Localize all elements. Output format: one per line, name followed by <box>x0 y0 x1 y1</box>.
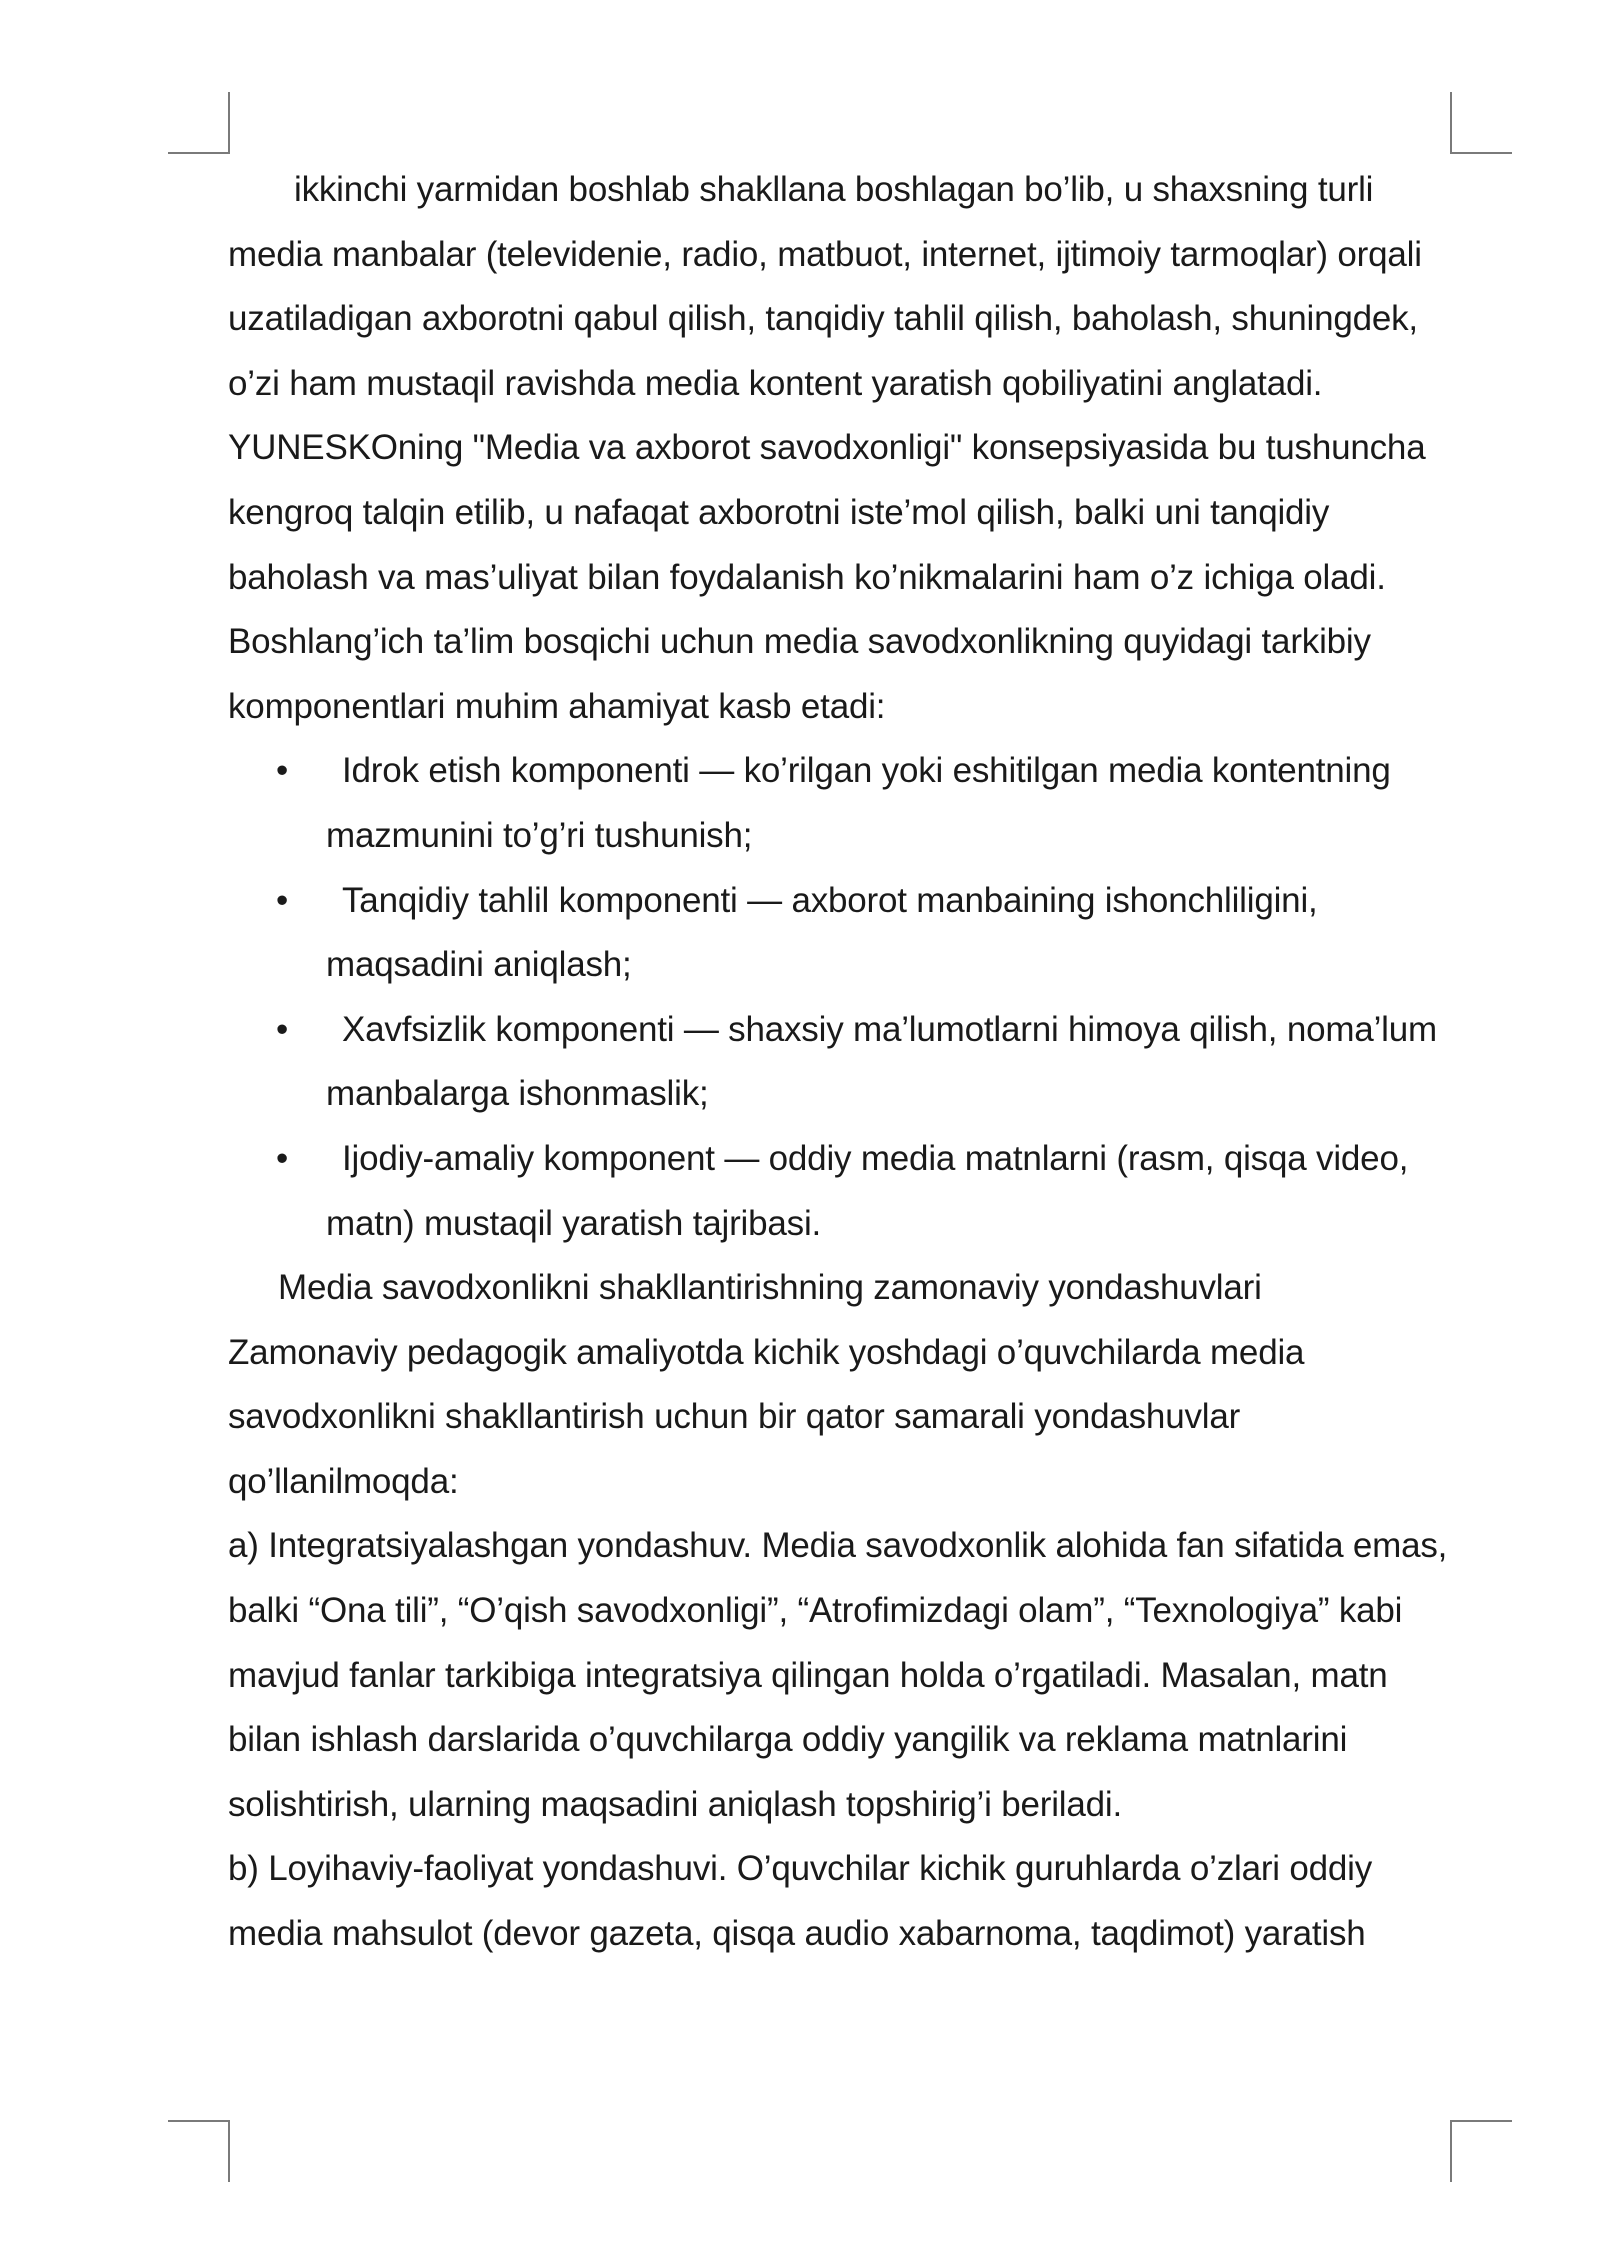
bullet-icon: • <box>276 1009 289 1049</box>
crop-mark-bottom-left <box>168 2120 230 2182</box>
crop-mark-top-right <box>1450 92 1512 154</box>
paragraph-intro: ikkinchi yarmidan boshlab shakllana boshlagan bo’lib, u shaxsning turli media manbalar (televidenie, radio, matbuot, internet, ijtimoiy tarmoqlar) orqali uzatiladigan axborotni qabul qilish, tanqidiy tahlil qilish, baholash, shuningdek, o’zi ham mustaqil ravishda media kontent yaratish qobiliyatini anglatadi. YUNESKOning "Media va axborot savodxonligi" konsepsiyasida bu tushuncha kengroq talqin etilib, u nafaqat axborotni iste’mol qilish, balki uni tanqidiy baholash va mas’uliyat bilan foydalanish ko’nikmalarini ham o’z ichiga oladi. <box>228 170 1426 597</box>
paragraph-integrated-approach: a) Integratsiyalashgan yondashuv. Media savodxonlik alohida fan sifatida emas, balki “Ona tili”, “O’qish savodxonligi”, “Atrofimizdagi olam”, “Texnologiya” kabi mavjud fanlar tarkibiga integratsiya qilingan holda o’rgatiladi. Masalan, matn bilan ishlash darslarida o’quvchilarga oddiy yangilik va reklama matnlarini solishtirish, ularning maqsadini aniqlash topshirig’i beriladi. <box>228 1526 1448 1824</box>
paragraph-approaches-intro: Zamonaviy pedagogik amaliyotda kichik yoshdagi o’quvchilarda media savodxonlikni shakllantirish uchun bir qator samarali yondashuvlar qo’llanilmoqda: <box>228 1332 1305 1501</box>
list-item <box>228 739 1450 868</box>
list-item <box>228 869 1450 998</box>
bullet-icon: • <box>276 880 289 920</box>
list-item <box>228 998 1450 1127</box>
paragraph-project-approach: b) Loyihaviy-faoliyat yondashuvi. O’quvchilar kichik guruhlarda o’zlari oddiy media mahsulot (devor gazeta, qisqa audio xabarnoma, taqdimot) yaratish <box>228 1849 1373 1954</box>
components-list <box>228 739 1450 1256</box>
section-heading: Media savodxonlikni shakllantirishning zamonaviy yondashuvlari <box>278 1268 1262 1308</box>
list-item-text: Tanqidiy tahlil komponenti — axborot manbaining ishonchliligini, maqsadini aniqlash; <box>326 880 1318 985</box>
crop-mark-bottom-right <box>1450 2120 1512 2182</box>
list-item-text: Ijodiy-amaliy komponent — oddiy media matnlarni (rasm, qisqa video, matn) mustaqil yaratish tajribasi. <box>326 1138 1409 1243</box>
bullet-icon: • <box>276 751 289 791</box>
page-body <box>228 158 1450 1967</box>
crop-mark-top-left <box>168 92 230 154</box>
paragraph-components-intro: Boshlang’ich ta’lim bosqichi uchun media savodxonlikning quyidagi tarkibiy komponentlari muhim ahamiyat kasb etadi: <box>228 622 1371 726</box>
list-item-text: Xavfsizlik komponenti — shaxsiy ma’lumotlarni himoya qilish, noma’lum manbalarga ishonmaslik; <box>326 1009 1437 1114</box>
list-item-text: Idrok etish komponenti — ko’rilgan yoki eshitilgan media kontentning mazmunini to’g’ri tushunish; <box>326 751 1391 855</box>
list-item <box>228 1127 1450 1256</box>
bullet-icon: • <box>276 1138 289 1178</box>
